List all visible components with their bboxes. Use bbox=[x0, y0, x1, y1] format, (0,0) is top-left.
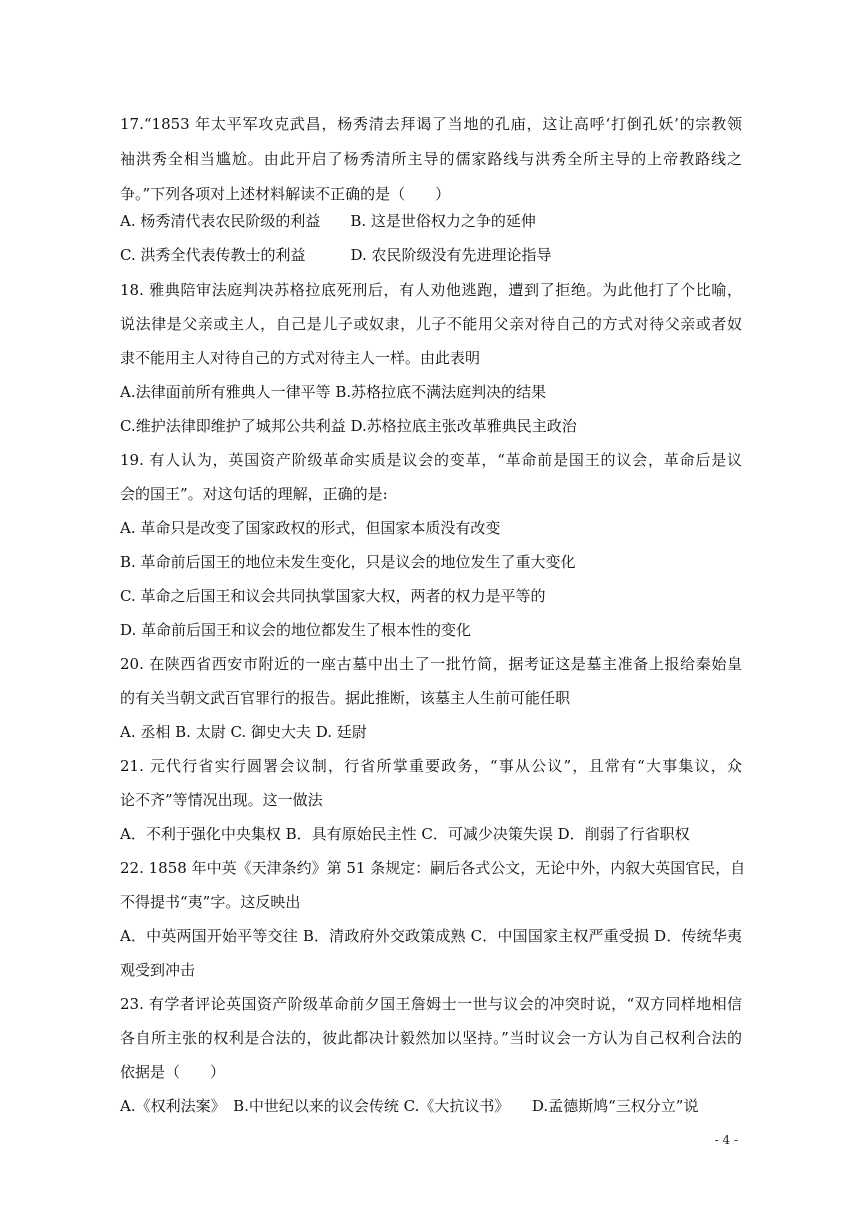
q23-stem-line-3: 依据是（ ） bbox=[120, 1063, 226, 1081]
q18-option-line-2: C.维护法律即维护了城邦公共利益 D.苏格拉底主张改革雅典民主政治 bbox=[120, 417, 577, 435]
q17-stem-line-1: 17.“1853 年太平军攻克武昌，杨秀清去拜谒了当地的孔庙，这让高呼‘打倒孔妖’的宗教领 bbox=[120, 115, 742, 133]
q19-option-d: D. 革命前后国王和议会的地位都发生了根本性的变化 bbox=[120, 621, 472, 639]
q21-stem-line-2: 论不齐”等情况出现。这一做法 bbox=[120, 791, 323, 809]
q23-stem-line-2: 各自所主张的权利是合法的，彼此都决计毅然加以坚持。”当时议会一方认为自己权利合法的 bbox=[120, 1029, 742, 1047]
q23-stem-line-1: 23. 有学者评论英国资产阶级革命前夕国王詹姆士一世与议会的冲突时说，“双方同样地相信 bbox=[120, 995, 742, 1013]
q19-stem-line-1: 19. 有人认为，英国资产阶级革命实质是议会的变革，“革命前是国王的议会，革命后是议 bbox=[120, 451, 742, 469]
q17-option-line-2: C. 洪秀全代表传教士的利益 D. 农民阶级没有先进理论指导 bbox=[120, 246, 552, 264]
q18-stem-line-1: 18. 雅典陪审法庭判决苏格拉底死刑后，有人劝他逃跑，遭到了拒绝。为此他打了个比喻， bbox=[120, 281, 742, 299]
q20-options: A. 丞相 B. 太尉 C. 御史大夫 D. 廷尉 bbox=[120, 723, 367, 741]
q22-options-line-1: A．中英两国开始平等交往 B．清政府外交政策成熟 C．中国国家主权严重受损 D．传统华夷 bbox=[120, 927, 742, 945]
q22-stem-line-1: 22. 1858 年中英《天津条约》第 51 条规定：嗣后各式公文，无论中外，内叙大英国官民，自 bbox=[120, 859, 746, 877]
q18-stem-line-2: 说法律是父亲或主人，自己是儿子或奴隶，儿子不能用父亲对待自己的方式对待父亲或者奴 bbox=[120, 315, 742, 333]
q23-options: A.《权利法案》 B.中世纪以来的议会传统 C.《大抗议书》 D.孟德斯鸠“三权分立”说 bbox=[120, 1097, 699, 1115]
q22-stem-line-2: 不得提书“夷”字。这反映出 bbox=[120, 893, 301, 911]
q20-stem-line-1: 20. 在陕西省西安市附近的一座古墓中出土了一批竹简，据考证这是墓主准备上报给秦始皇 bbox=[120, 655, 742, 673]
q19-option-a: A. 革命只是改变了国家政权的形式，但国家本质没有改变 bbox=[120, 519, 501, 537]
q20-stem-line-2: 的有关当朝文武百官罪行的报告。据此推断，该墓主人生前可能任职 bbox=[120, 689, 571, 707]
q22-options-line-2: 观受到冲击 bbox=[120, 961, 196, 979]
page-number: - 4 - bbox=[714, 1133, 738, 1147]
q21-stem-line-1: 21. 元代行省实行圆署会议制，行省所掌重要政务，“事从公议”，且常有“大事集议，众 bbox=[120, 757, 742, 775]
q19-stem-line-2: 会的国王”。对这句话的理解，正确的是: bbox=[120, 485, 388, 503]
q18-stem-line-3: 隶不能用主人对待自己的方式对待主人一样。由此表明 bbox=[120, 349, 481, 367]
q17-stem-line-2: 袖洪秀全相当尴尬。由此开启了杨秀清所主导的儒家路线与洪秀全所主导的上帝教路线之 bbox=[120, 150, 742, 168]
q21-options: A．不利于强化中央集权 B．具有原始民主性 C．可减少决策失误 D．削弱了行省职权 bbox=[120, 825, 690, 843]
q17-stem-line-3: 争。”下列各项对上述材料解读不正确的是（ ） bbox=[120, 185, 451, 203]
q17-option-line-1: A. 杨秀清代表农民阶级的利益 B. 这是世俗权力之争的延伸 bbox=[120, 212, 536, 230]
q18-option-line-1: A.法律面前所有雅典人一律平等 B.苏格拉底不满法庭判决的结果 bbox=[120, 383, 547, 401]
q19-option-c: C. 革命之后国王和议会共同执掌国家大权，两者的权力是平等的 bbox=[120, 587, 546, 605]
q19-option-b: B. 革命前后国王的地位未发生变化，只是议会的地位发生了重大变化 bbox=[120, 553, 576, 571]
